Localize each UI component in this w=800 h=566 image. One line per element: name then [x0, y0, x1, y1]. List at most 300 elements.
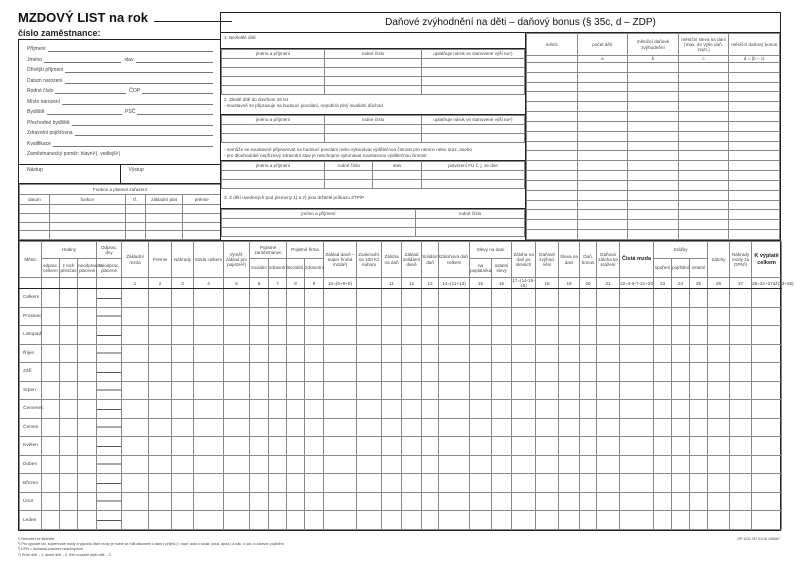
table-cell[interactable] — [580, 363, 597, 382]
table-cell[interactable] — [269, 344, 287, 363]
table-cell[interactable] — [512, 455, 536, 474]
table-cell[interactable] — [678, 112, 729, 122]
table-cell[interactable] — [224, 418, 250, 437]
table-cell[interactable] — [672, 289, 690, 308]
table-cell[interactable] — [729, 102, 780, 112]
table-cell[interactable] — [222, 180, 325, 189]
table-cell[interactable] — [324, 511, 357, 530]
field-line[interactable] — [75, 130, 213, 136]
table-cell[interactable] — [690, 381, 708, 400]
table-cell[interactable] — [194, 511, 224, 530]
table-cell[interactable] — [325, 59, 422, 68]
table-cell[interactable] — [492, 400, 512, 419]
table-cell[interactable] — [145, 231, 183, 240]
table-cell[interactable] — [78, 437, 97, 456]
table-cell[interactable] — [690, 511, 708, 530]
table-cell[interactable] — [559, 455, 580, 474]
table-cell[interactable] — [690, 307, 708, 326]
table-cell[interactable] — [250, 400, 269, 419]
table-cell[interactable] — [708, 381, 730, 400]
table-cell[interactable] — [324, 455, 357, 474]
table-cell[interactable] — [269, 492, 287, 511]
table-cell[interactable] — [439, 437, 470, 456]
table-cell[interactable] — [402, 455, 422, 474]
table-cell[interactable] — [287, 437, 305, 456]
table-cell[interactable] — [421, 77, 524, 86]
table-cell[interactable] — [269, 307, 287, 326]
table-cell[interactable] — [42, 344, 60, 363]
table-cell[interactable] — [628, 220, 679, 230]
table-cell[interactable] — [402, 381, 422, 400]
table-cell[interactable] — [678, 82, 729, 92]
table-cell[interactable] — [597, 474, 620, 493]
table-cell[interactable] — [422, 437, 439, 456]
table-cell[interactable] — [620, 492, 654, 511]
table-cell[interactable] — [194, 455, 224, 474]
field-line[interactable] — [62, 99, 213, 105]
table-cell[interactable] — [373, 171, 421, 180]
table-cell[interactable] — [324, 344, 357, 363]
table-cell[interactable] — [620, 400, 654, 419]
table-cell[interactable] — [536, 289, 559, 308]
table-cell[interactable] — [672, 437, 690, 456]
table-cell[interactable] — [536, 400, 559, 419]
table-cell[interactable] — [421, 134, 524, 143]
personal-field[interactable] — [27, 88, 213, 94]
table-cell[interactable] — [42, 511, 60, 530]
table-cell[interactable] — [577, 121, 628, 131]
table-cell[interactable] — [577, 200, 628, 210]
table-cell[interactable] — [172, 492, 194, 511]
table-cell[interactable] — [620, 474, 654, 493]
table-cell[interactable] — [512, 400, 536, 419]
table-cell[interactable] — [492, 437, 512, 456]
table-cell[interactable] — [49, 213, 125, 222]
table-cell[interactable] — [752, 474, 782, 493]
table-cell[interactable] — [402, 474, 422, 493]
table-cell[interactable] — [672, 400, 690, 419]
table-cell[interactable] — [752, 400, 782, 419]
table-cell[interactable] — [439, 474, 470, 493]
table-cell[interactable] — [620, 289, 654, 308]
table-cell[interactable] — [527, 210, 578, 220]
table-cell[interactable] — [250, 492, 269, 511]
table-cell[interactable] — [402, 418, 422, 437]
field-line[interactable] — [47, 109, 123, 115]
table-cell[interactable] — [577, 102, 628, 112]
table-cell[interactable] — [559, 326, 580, 345]
table-cell[interactable] — [512, 437, 536, 456]
table-cell[interactable] — [382, 455, 402, 474]
table-cell[interactable] — [324, 289, 357, 308]
table-cell[interactable] — [149, 307, 172, 326]
table-cell[interactable] — [628, 161, 679, 171]
table-cell[interactable] — [752, 307, 782, 326]
table-cell[interactable] — [708, 418, 730, 437]
table-cell[interactable] — [325, 77, 422, 86]
table-cell[interactable] — [708, 363, 730, 382]
table-cell[interactable] — [628, 82, 679, 92]
table-cell[interactable] — [222, 125, 325, 134]
table-cell[interactable] — [628, 210, 679, 220]
table-cell[interactable] — [439, 307, 470, 326]
table-cell[interactable] — [324, 418, 357, 437]
table-cell[interactable] — [730, 326, 752, 345]
table-cell[interactable] — [250, 381, 269, 400]
table-cell[interactable] — [512, 418, 536, 437]
table-cell[interactable] — [580, 474, 597, 493]
table-cell[interactable] — [415, 219, 524, 228]
table-cell[interactable] — [269, 511, 287, 530]
table-cell[interactable] — [415, 228, 524, 237]
table-cell[interactable] — [729, 92, 780, 102]
table-cell[interactable] — [559, 474, 580, 493]
table-cell[interactable] — [620, 307, 654, 326]
table-cell[interactable] — [305, 289, 324, 308]
table-cell[interactable] — [730, 363, 752, 382]
table-cell[interactable] — [730, 400, 752, 419]
table-cell[interactable] — [97, 363, 122, 382]
table-cell[interactable] — [577, 141, 628, 151]
table-cell[interactable] — [422, 307, 439, 326]
table-cell[interactable] — [729, 141, 780, 151]
table-cell[interactable] — [382, 437, 402, 456]
table-cell[interactable] — [357, 511, 382, 530]
table-cell[interactable] — [172, 363, 194, 382]
table-cell[interactable] — [60, 511, 78, 530]
table-cell[interactable] — [527, 121, 578, 131]
table-cell[interactable] — [222, 219, 416, 228]
table-cell[interactable] — [678, 171, 729, 181]
table-cell[interactable] — [470, 418, 492, 437]
table-cell[interactable] — [325, 86, 422, 95]
table-cell[interactable] — [512, 474, 536, 493]
table-cell[interactable] — [672, 344, 690, 363]
field-line[interactable] — [44, 57, 121, 63]
personal-field[interactable] — [27, 141, 213, 147]
table-cell[interactable] — [597, 363, 620, 382]
table-cell[interactable] — [512, 492, 536, 511]
table-cell[interactable] — [60, 492, 78, 511]
table-cell[interactable] — [194, 492, 224, 511]
table-cell[interactable] — [183, 231, 221, 240]
table-cell[interactable] — [577, 161, 628, 171]
table-cell[interactable] — [527, 151, 578, 161]
table-cell[interactable] — [287, 492, 305, 511]
table-cell[interactable] — [357, 437, 382, 456]
table-cell[interactable] — [287, 307, 305, 326]
personal-field[interactable] — [27, 57, 213, 63]
table-cell[interactable] — [470, 474, 492, 493]
table-cell[interactable] — [654, 381, 672, 400]
table-cell[interactable] — [708, 307, 730, 326]
table-cell[interactable] — [527, 131, 578, 141]
table-cell[interactable] — [222, 86, 325, 95]
table-cell[interactable] — [357, 455, 382, 474]
table-cell[interactable] — [42, 326, 60, 345]
table-cell[interactable] — [287, 511, 305, 530]
table-cell[interactable] — [678, 200, 729, 210]
table-cell[interactable] — [597, 492, 620, 511]
table-cell[interactable] — [122, 492, 149, 511]
table-cell[interactable] — [678, 131, 729, 141]
table-cell[interactable] — [729, 180, 780, 190]
table-cell[interactable] — [628, 63, 679, 73]
table-cell[interactable] — [222, 134, 325, 143]
table-cell[interactable] — [122, 437, 149, 456]
table-cell[interactable] — [422, 326, 439, 345]
table-cell[interactable] — [287, 474, 305, 493]
table-cell[interactable] — [224, 437, 250, 456]
table-cell[interactable] — [559, 363, 580, 382]
table-cell[interactable] — [439, 511, 470, 530]
table-cell[interactable] — [729, 151, 780, 161]
table-cell[interactable] — [678, 151, 729, 161]
table-cell[interactable] — [125, 222, 145, 231]
table-cell[interactable] — [224, 307, 250, 326]
table-cell[interactable] — [628, 141, 679, 151]
table-cell[interactable] — [536, 492, 559, 511]
table-cell[interactable] — [97, 474, 122, 493]
table-cell[interactable] — [422, 344, 439, 363]
table-cell[interactable] — [125, 213, 145, 222]
table-cell[interactable] — [78, 363, 97, 382]
table-cell[interactable] — [577, 220, 628, 230]
table-cell[interactable] — [97, 437, 122, 456]
table-cell[interactable] — [708, 344, 730, 363]
table-cell[interactable] — [20, 231, 50, 240]
table-cell[interactable] — [269, 363, 287, 382]
table-cell[interactable] — [422, 363, 439, 382]
table-cell[interactable] — [628, 171, 679, 181]
table-cell[interactable] — [172, 474, 194, 493]
table-cell[interactable] — [382, 363, 402, 382]
table-cell[interactable] — [577, 112, 628, 122]
table-cell[interactable] — [654, 455, 672, 474]
table-cell[interactable] — [382, 474, 402, 493]
table-cell[interactable] — [577, 63, 628, 73]
table-cell[interactable] — [172, 400, 194, 419]
table-cell[interactable] — [324, 492, 357, 511]
table-cell[interactable] — [672, 307, 690, 326]
table-cell[interactable] — [287, 344, 305, 363]
table-cell[interactable] — [172, 418, 194, 437]
table-cell[interactable] — [172, 326, 194, 345]
table-cell[interactable] — [752, 418, 782, 437]
table-cell[interactable] — [183, 222, 221, 231]
table-cell[interactable] — [654, 363, 672, 382]
table-cell[interactable] — [122, 455, 149, 474]
table-cell[interactable] — [42, 381, 60, 400]
table-cell[interactable] — [402, 326, 422, 345]
table-cell[interactable] — [250, 363, 269, 382]
table-cell[interactable] — [250, 418, 269, 437]
table-cell[interactable] — [250, 455, 269, 474]
table-cell[interactable] — [580, 400, 597, 419]
table-cell[interactable] — [730, 344, 752, 363]
table-cell[interactable] — [580, 289, 597, 308]
table-cell[interactable] — [690, 474, 708, 493]
table-cell[interactable] — [470, 492, 492, 511]
table-cell[interactable] — [250, 326, 269, 345]
table-cell[interactable] — [597, 289, 620, 308]
table-cell[interactable] — [97, 289, 122, 308]
table-cell[interactable] — [527, 92, 578, 102]
table-cell[interactable] — [628, 92, 679, 102]
table-cell[interactable] — [536, 418, 559, 437]
table-cell[interactable] — [78, 400, 97, 419]
table-cell[interactable] — [470, 437, 492, 456]
table-cell[interactable] — [97, 492, 122, 511]
table-cell[interactable] — [690, 455, 708, 474]
table-cell[interactable] — [194, 326, 224, 345]
table-cell[interactable] — [654, 289, 672, 308]
table-cell[interactable] — [325, 134, 422, 143]
table-cell[interactable] — [145, 222, 183, 231]
table-cell[interactable] — [269, 418, 287, 437]
table-cell[interactable] — [222, 228, 416, 237]
table-cell[interactable] — [224, 511, 250, 530]
table-cell[interactable] — [224, 492, 250, 511]
table-cell[interactable] — [269, 289, 287, 308]
table-cell[interactable] — [122, 363, 149, 382]
table-cell[interactable] — [149, 381, 172, 400]
table-cell[interactable] — [492, 511, 512, 530]
table-cell[interactable] — [536, 363, 559, 382]
table-cell[interactable] — [287, 455, 305, 474]
table-cell[interactable] — [42, 455, 60, 474]
table-cell[interactable] — [422, 492, 439, 511]
table-cell[interactable] — [324, 437, 357, 456]
table-cell[interactable] — [183, 213, 221, 222]
table-cell[interactable] — [402, 344, 422, 363]
table-cell[interactable] — [527, 63, 578, 73]
table-cell[interactable] — [194, 400, 224, 419]
table-cell[interactable] — [60, 400, 78, 419]
table-cell[interactable] — [305, 363, 324, 382]
table-cell[interactable] — [690, 437, 708, 456]
personal-field[interactable] — [27, 99, 213, 105]
table-cell[interactable] — [577, 92, 628, 102]
table-cell[interactable] — [382, 344, 402, 363]
table-cell[interactable] — [690, 326, 708, 345]
table-cell[interactable] — [559, 400, 580, 419]
table-cell[interactable] — [42, 289, 60, 308]
table-cell[interactable] — [42, 363, 60, 382]
table-cell[interactable] — [122, 344, 149, 363]
table-cell[interactable] — [559, 418, 580, 437]
table-cell[interactable] — [678, 63, 729, 73]
table-cell[interactable] — [580, 511, 597, 530]
table-cell[interactable] — [752, 381, 782, 400]
table-cell[interactable] — [325, 171, 373, 180]
table-cell[interactable] — [708, 289, 730, 308]
table-cell[interactable] — [620, 363, 654, 382]
table-cell[interactable] — [620, 326, 654, 345]
table-cell[interactable] — [357, 363, 382, 382]
table-cell[interactable] — [620, 511, 654, 530]
table-cell[interactable] — [60, 474, 78, 493]
table-cell[interactable] — [422, 400, 439, 419]
table-cell[interactable] — [512, 344, 536, 363]
table-cell[interactable] — [729, 72, 780, 82]
table-cell[interactable] — [620, 455, 654, 474]
table-cell[interactable] — [402, 307, 422, 326]
table-cell[interactable] — [382, 511, 402, 530]
table-cell[interactable] — [172, 511, 194, 530]
personal-field[interactable] — [27, 67, 213, 73]
table-cell[interactable] — [97, 326, 122, 345]
table-cell[interactable] — [559, 344, 580, 363]
table-cell[interactable] — [690, 289, 708, 308]
table-cell[interactable] — [492, 418, 512, 437]
table-cell[interactable] — [512, 511, 536, 530]
table-cell[interactable] — [49, 231, 125, 240]
table-cell[interactable] — [492, 363, 512, 382]
table-cell[interactable] — [730, 474, 752, 493]
table-cell[interactable] — [439, 363, 470, 382]
table-cell[interactable] — [577, 180, 628, 190]
table-cell[interactable] — [597, 381, 620, 400]
table-cell[interactable] — [729, 210, 780, 220]
table-cell[interactable] — [325, 125, 422, 134]
table-cell[interactable] — [559, 289, 580, 308]
table-cell[interactable] — [672, 326, 690, 345]
table-cell[interactable] — [149, 326, 172, 345]
table-cell[interactable] — [678, 230, 729, 240]
table-cell[interactable] — [20, 213, 50, 222]
table-cell[interactable] — [752, 289, 782, 308]
table-cell[interactable] — [122, 381, 149, 400]
table-cell[interactable] — [577, 210, 628, 220]
personal-field[interactable] — [27, 130, 213, 136]
table-cell[interactable] — [597, 455, 620, 474]
table-cell[interactable] — [580, 326, 597, 345]
table-cell[interactable] — [439, 492, 470, 511]
table-cell[interactable] — [628, 131, 679, 141]
table-cell[interactable] — [672, 492, 690, 511]
table-cell[interactable] — [752, 326, 782, 345]
table-cell[interactable] — [287, 381, 305, 400]
table-cell[interactable] — [222, 77, 325, 86]
table-cell[interactable] — [654, 344, 672, 363]
table-cell[interactable] — [536, 326, 559, 345]
table-cell[interactable] — [250, 289, 269, 308]
table-cell[interactable] — [470, 381, 492, 400]
table-cell[interactable] — [708, 437, 730, 456]
table-cell[interactable] — [729, 161, 780, 171]
table-cell[interactable] — [470, 511, 492, 530]
table-cell[interactable] — [577, 171, 628, 181]
table-cell[interactable] — [527, 82, 578, 92]
table-cell[interactable] — [536, 474, 559, 493]
table-cell[interactable] — [678, 72, 729, 82]
table-cell[interactable] — [628, 121, 679, 131]
table-cell[interactable] — [527, 161, 578, 171]
table-cell[interactable] — [402, 363, 422, 382]
table-cell[interactable] — [512, 381, 536, 400]
table-cell[interactable] — [287, 418, 305, 437]
table-cell[interactable] — [527, 220, 578, 230]
table-cell[interactable] — [122, 418, 149, 437]
table-cell[interactable] — [580, 455, 597, 474]
table-cell[interactable] — [149, 418, 172, 437]
table-cell[interactable] — [628, 230, 679, 240]
table-cell[interactable] — [708, 474, 730, 493]
table-cell[interactable] — [269, 381, 287, 400]
table-cell[interactable] — [708, 492, 730, 511]
table-cell[interactable] — [730, 437, 752, 456]
